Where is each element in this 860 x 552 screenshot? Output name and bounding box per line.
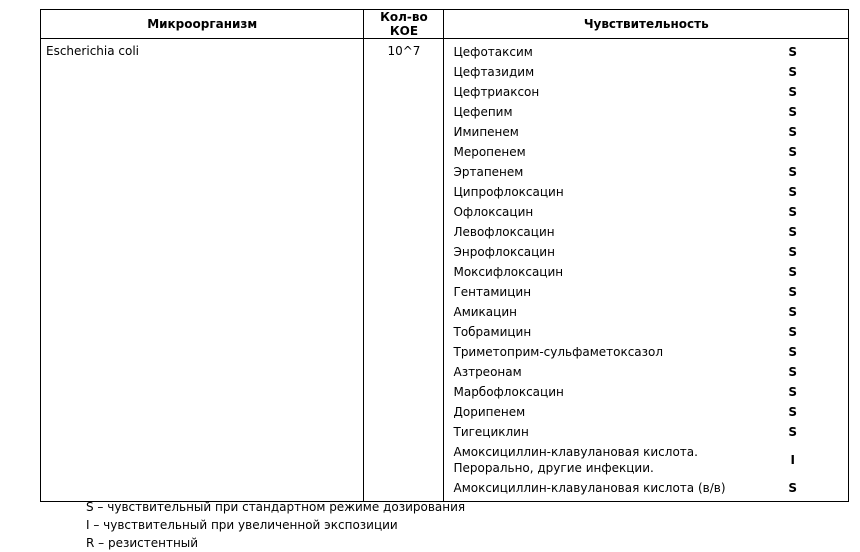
antibiotic-name: Имипенем	[453, 125, 519, 139]
antibiotic-result: S	[788, 45, 798, 59]
antibiotic-name: Тобрамицин	[453, 325, 532, 339]
antibiotic-list	[444, 42, 848, 498]
antibiotic-name: Энрофлоксацин	[453, 245, 555, 259]
antibiotic-name: Эртапенем	[453, 165, 524, 179]
antibiotic-result: S	[788, 481, 798, 495]
antibiotic-result: S	[788, 345, 798, 359]
susceptibility-table	[40, 9, 849, 502]
antibiotic-row	[444, 102, 848, 122]
antibiotic-result: S	[788, 365, 798, 379]
antibiotic-row	[444, 242, 848, 262]
antibiotic-row	[444, 42, 848, 62]
antibiotic-row	[444, 382, 848, 402]
antibiotic-row	[444, 182, 848, 202]
antibiotic-row	[444, 122, 848, 142]
antibiotic-row	[444, 162, 848, 182]
antibiotic-row	[444, 362, 848, 382]
antibiotic-name: Цефепим	[453, 105, 513, 119]
antibiotic-result: S	[788, 145, 798, 159]
antibiotic-result: S	[788, 165, 798, 179]
antibiotic-name-line: Амоксициллин-клавулановая кислота.	[453, 445, 698, 459]
antibiotic-result: S	[788, 265, 798, 279]
antibiotic-name: Левофлоксацин	[453, 225, 555, 239]
antibiotic-result: S	[788, 285, 798, 299]
antibiotic-result: S	[788, 65, 798, 79]
antibiotic-row	[444, 82, 848, 102]
antibiotic-row	[444, 142, 848, 162]
antibiotic-row	[444, 442, 848, 478]
antibiotic-name: Цефтазидим	[453, 65, 535, 79]
antibiotic-row	[444, 422, 848, 442]
antibiotic-row	[444, 282, 848, 302]
header-koe: Кол-во КОЕ	[364, 10, 444, 39]
antibiotic-name: Амикацин	[453, 305, 517, 319]
antibiotic-result: S	[788, 405, 798, 419]
antibiotic-name: Марбофлоксацин	[453, 385, 564, 399]
antibiotic-result: S	[788, 245, 798, 259]
antibiotic-row	[444, 478, 848, 498]
antibiotic-result: S	[788, 125, 798, 139]
antibiotic-result: S	[788, 325, 798, 339]
koe-cell: 10^7	[364, 39, 444, 502]
antibiotic-result: S	[788, 85, 798, 99]
antibiotic-result: S	[788, 205, 798, 219]
table-row	[41, 39, 849, 502]
legend-s: S – чувствительный при стандартном режиме дозирования	[86, 500, 466, 514]
antibiotic-name: Триметоприм-сульфаметоксазол	[453, 345, 664, 359]
header-sensitivity: Чувствительность	[444, 10, 849, 39]
organism-cell: Escherichia coli	[41, 39, 364, 502]
legend-r: R – резистентный	[86, 536, 199, 550]
antibiotic-name-line: Перорально, другие инфекции.	[453, 461, 654, 475]
antibiotic-name: Гентамицин	[453, 285, 532, 299]
antibiotic-name: Азтреонам	[453, 365, 522, 379]
antibiotic-name: Моксифлоксацин	[453, 265, 564, 279]
antibiotic-name	[444, 442, 773, 478]
legend	[86, 498, 465, 552]
antibiotic-row	[444, 322, 848, 342]
antibiotic-row	[444, 222, 848, 242]
antibiotic-name: Цефотаксим	[453, 45, 533, 59]
antibiotic-row	[444, 302, 848, 322]
antibiotic-name: Тигециклин	[453, 425, 529, 439]
antibiotic-row	[444, 262, 848, 282]
header-organism: Микроорганизм	[41, 10, 364, 39]
legend-i: I – чувствительный при увеличенной экспозиции	[86, 518, 398, 532]
antibiotic-row	[444, 202, 848, 222]
antibiotic-result: S	[788, 185, 798, 199]
antibiotic-result: S	[788, 105, 798, 119]
antibiotic-name: Офлоксацин	[453, 205, 534, 219]
antibiotic-row	[444, 342, 848, 362]
antibiotic-result: S	[788, 425, 798, 439]
antibiotic-name: Цефтриаксон	[453, 85, 540, 99]
antibiotic-name: Меропенем	[453, 145, 526, 159]
antibiotic-result: I	[790, 453, 795, 467]
antibiotic-result: S	[788, 225, 798, 239]
antibiotic-name: Дорипенем	[453, 405, 526, 419]
antibiotic-row	[444, 62, 848, 82]
antibiotic-result: S	[788, 305, 798, 319]
antibiotic-row	[444, 402, 848, 422]
antibiotic-name: Амоксициллин-клавулановая кислота (в/в)	[453, 481, 726, 495]
table-header-row	[41, 10, 849, 39]
antibiotic-name: Ципрофлоксацин	[453, 185, 564, 199]
sensitivity-cell	[444, 39, 849, 502]
antibiotic-result: S	[788, 385, 798, 399]
